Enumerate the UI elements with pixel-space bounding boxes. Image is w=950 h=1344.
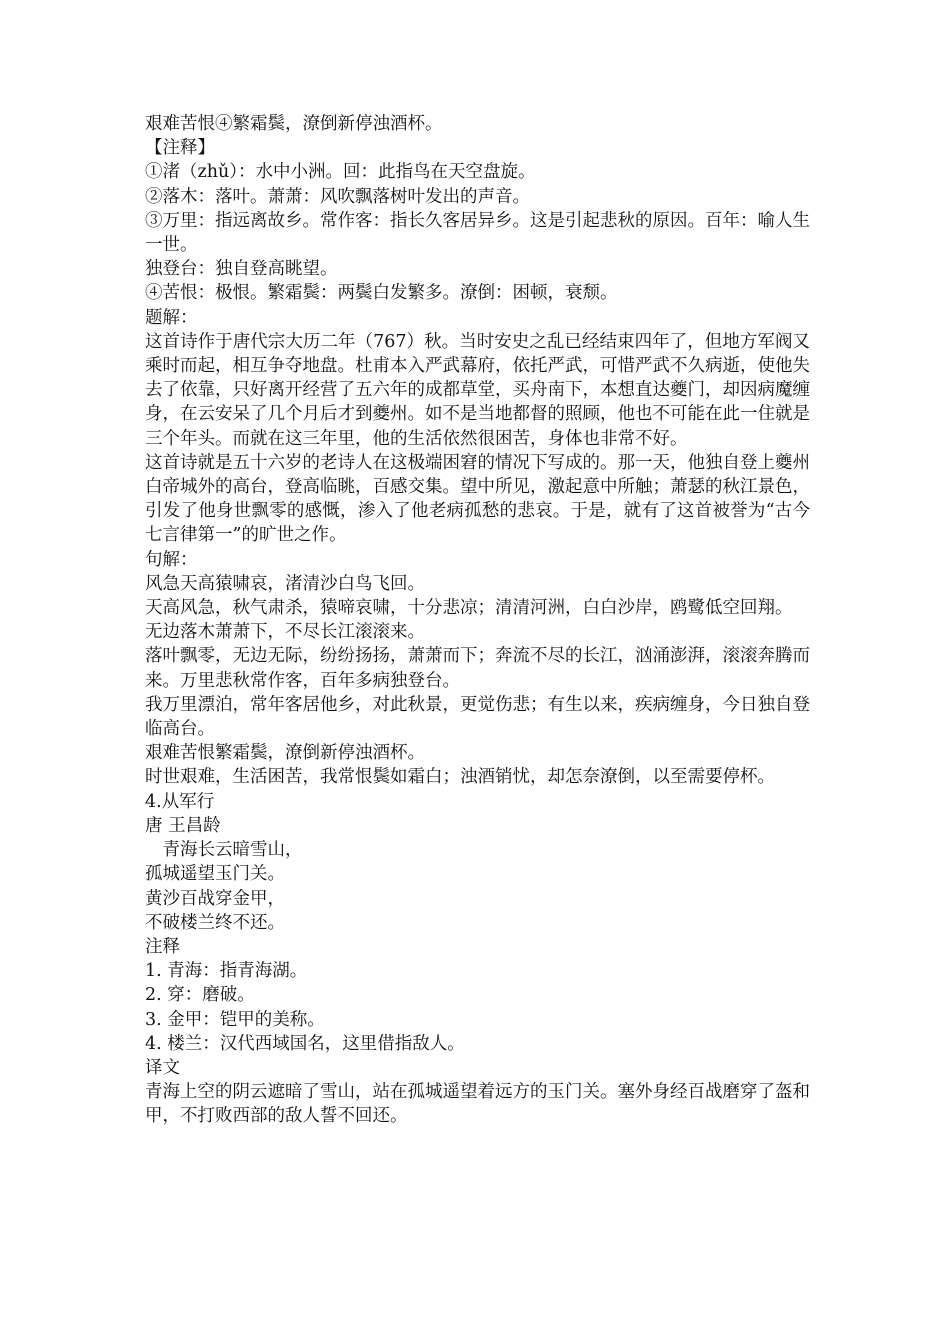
annotation-item: ④苦恨：极恨。繁霜鬓：两鬓白发繁多。潦倒：困顿，衰颓。 [145,283,618,304]
paragraph: 天高风急，秋气肃杀，猿啼哀啸，十分悲凉；清清河洲，白白沙岸，鸥鹭低空回翔。 [145,598,793,619]
section-heading-line-analysis: 句解： [145,549,198,570]
poem-title: 4.从军行 [145,791,215,812]
poem-line: 孤城遥望玉门关。 [145,864,285,885]
poem-author: 唐 王昌龄 [145,815,221,836]
document-body [145,112,810,1129]
paragraph: 青海上空的阴云遮暗了雪山，站在孤城遥望着远方的玉门关。塞外身经百战磨穿了盔和甲，不打败西部的敌人誓不回还。 [145,1082,810,1127]
section-heading-annotations: 【注释】 [145,138,215,159]
note-item: 1. 青海：指青海湖。 [145,961,308,982]
paragraph: 这首诗就是五十六岁的老诗人在这极端困窘的情况下写成的。那一天，他独自登上夔州白帝城外的高台，登高临眺，百感交集。望中所见，激起意中所触；萧瑟的秋江景色，引发了他身世飘零的感慨，渗入了他老病孤愁的悲哀。于是，就有了这首被誉为“古今七言律第一”的旷世之作。 [145,452,810,546]
poem-line: 不破楼兰终不还。 [145,912,285,933]
note-item: 4. 楼兰：汉代西域国名，这里借指敌人。 [145,1033,465,1054]
poem-line: 风急天高猿啸哀，渚清沙白鸟飞回。 [145,573,425,594]
poem-line: 黄沙百战穿金甲， [145,888,285,909]
poem-line: 艰难苦恨④繁霜鬓，潦倒新停浊酒杯。 [145,114,443,134]
section-heading-notes: 注释 [145,936,180,957]
annotation-item: ②落木：落叶。萧萧：风吹飘落树叶发出的声音。 [145,186,530,207]
poem-line: 青海长云暗雪山， [145,840,303,861]
annotation-item: ①渚（zhǔ）：水中小洲。回：此指鸟在天空盘旋。 [145,162,536,183]
paragraph: 时世艰难，生活困苦，我常恨鬓如霜白；浊酒销忧，却怎奈潦倒，以至需要停杯。 [145,767,775,788]
paragraph: 落叶飘零，无边无际，纷纷扬扬，萧萧而下；奔流不尽的长江，汹涌澎湃，滚滚奔腾而来。万里悲秋常作客，百年多病独登台。 [145,646,810,691]
paragraph: 这首诗作于唐代宗大历二年（767）秋。当时安史之乱已经结束四年了，但地方军阀又乘时而起，相互争夺地盘。杜甫本入严武幕府，依托严武，可惜严武不久病逝，使他失去了依靠，只好离开经营了五六年的成都草堂，买舟南下，本想直达夔门，却因病魔缠身，在云安呆了几个月后才到夔州。如不是当地都督的照顾，他也不可能在此一住就是三个年头。而就在这三年里，他的生活依然很困苦，身体也非常不好。 [145,331,810,449]
poem-line: 艰难苦恨繁霜鬓，潦倒新停浊酒杯。 [145,743,425,764]
note-item: 2. 穿：磨破。 [145,985,255,1006]
paragraph: 我万里漂泊，常年客居他乡，对此秋景，更觉伤悲；有生以来，疾病缠身，今日独自登临高台。 [145,694,810,740]
note-item: 3. 金甲：铠甲的美称。 [145,1009,325,1030]
poem-line: 无边落木萧萧下，不尽长江滚滚来。 [145,622,425,643]
section-heading-translation: 译文 [145,1057,180,1078]
annotation-item: ③万里：指远离故乡。常作客：指长久客居异乡。这是引起悲秋的原因。百年：喻人生一世。 [145,210,810,256]
section-heading-explanation: 题解： [145,307,198,328]
annotation-item: 独登台：独自登高眺望。 [145,259,338,280]
